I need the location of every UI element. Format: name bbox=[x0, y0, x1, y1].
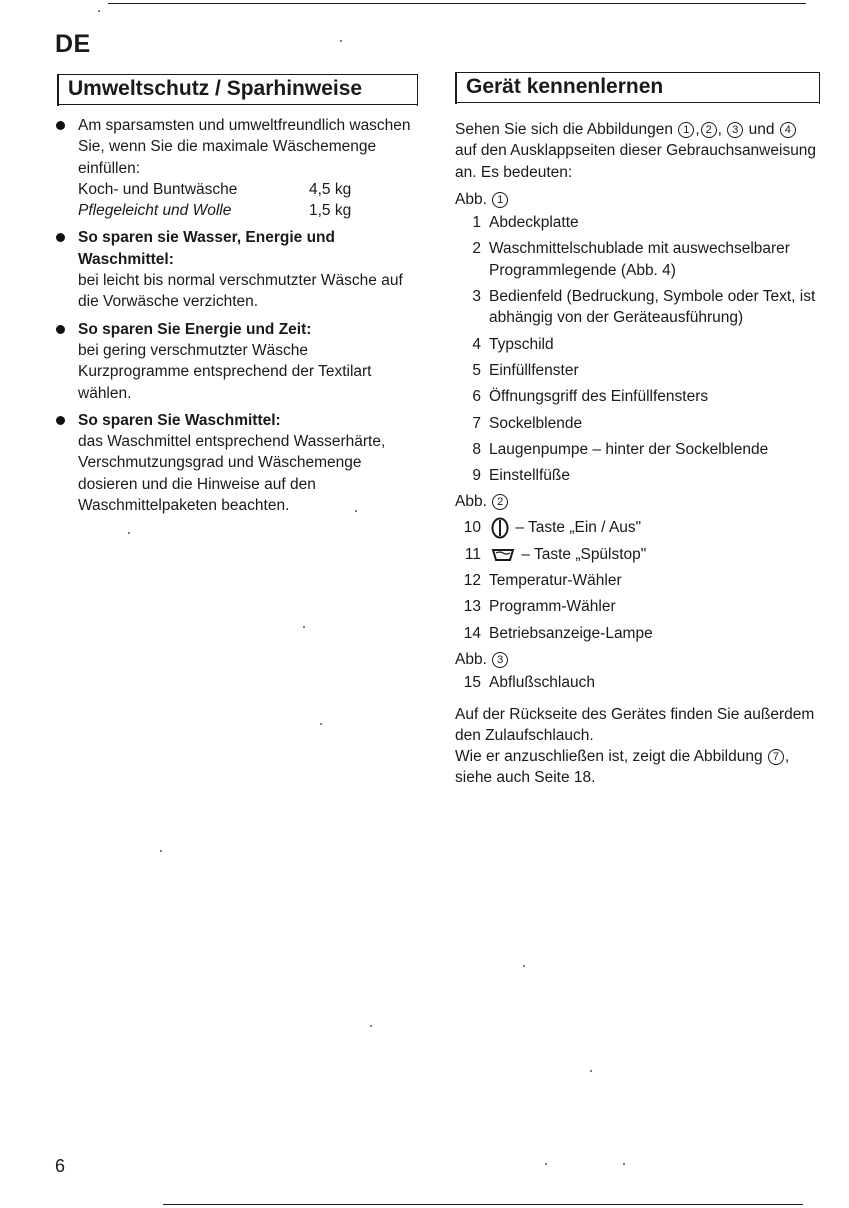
bullet-text: bei leicht bis normal verschmutzter Wäsche auf die Vorwäsche verzichten. bbox=[78, 272, 403, 311]
figure-2-list bbox=[455, 570, 820, 644]
circled-number: 7 bbox=[768, 749, 784, 765]
left-column bbox=[55, 115, 420, 522]
item-number: 6 bbox=[472, 388, 481, 406]
item-number: 2 bbox=[472, 240, 481, 258]
figure-1-list bbox=[455, 212, 820, 486]
quantity-label: Pflegeleicht und Wolle bbox=[78, 202, 232, 220]
page-number: 6 bbox=[55, 1156, 66, 1176]
bullet-item bbox=[55, 319, 420, 404]
list-item bbox=[455, 334, 820, 355]
list-item bbox=[455, 596, 820, 617]
list-item bbox=[455, 238, 820, 281]
scan-speck bbox=[340, 40, 342, 42]
list-item bbox=[455, 517, 820, 539]
intro-paragraph: Sehen Sie sich die Abbildungen 1 , 2 , 3 und 4 auf den Ausklappseiten dieser Gebrauchsanweisung an. Es bedeuten: bbox=[455, 121, 817, 181]
list-item bbox=[455, 465, 820, 486]
item-number: 12 bbox=[463, 572, 481, 590]
outro-paragraph bbox=[455, 704, 820, 789]
item-number: 13 bbox=[463, 598, 481, 616]
item-text: Sockelblende bbox=[489, 414, 583, 432]
item-text: Abflußschlauch bbox=[489, 674, 595, 692]
quantity-row bbox=[78, 200, 420, 221]
quantity-value: 1,5 kg bbox=[309, 202, 352, 220]
scan-speck bbox=[160, 850, 162, 852]
circled-number: 4 bbox=[780, 122, 796, 138]
scan-speck bbox=[623, 1163, 625, 1165]
item-text: Bedienfeld (Bedruckung, Symbole oder Text, ist abhängig von der Geräteausführung) bbox=[489, 288, 816, 327]
left-section-title bbox=[57, 74, 418, 104]
item-number: 9 bbox=[472, 467, 481, 485]
figure-label: Abb. bbox=[455, 650, 487, 668]
circled-number: 1 bbox=[678, 122, 694, 138]
list-item bbox=[455, 286, 820, 329]
language-label: DE bbox=[55, 30, 91, 58]
circled-number: 3 bbox=[727, 122, 743, 138]
item-text: Programm-Wähler bbox=[489, 598, 616, 616]
scan-speck bbox=[523, 965, 525, 967]
item-number: 3 bbox=[472, 288, 481, 306]
outro-text: Wie er anzuschließen ist, zeigt die Abbildung bbox=[455, 748, 763, 766]
intro-text: Sehen Sie sich die Abbildungen bbox=[455, 121, 674, 138]
figure-ref bbox=[455, 649, 820, 670]
scan-speck bbox=[545, 1163, 547, 1165]
intro-und: und bbox=[748, 121, 775, 138]
item-text: Waschmittelschublade mit auswechselbarer Programmlegende (Abb. 4) bbox=[489, 240, 790, 279]
item-number: 8 bbox=[472, 440, 481, 458]
bullet-text: bei gering verschmutzter Wäsche Kurzprogramme entsprechend der Textilart wählen. bbox=[78, 341, 372, 402]
figure-ref bbox=[455, 189, 820, 210]
item-text: – Taste „Ein / Aus" bbox=[515, 518, 642, 536]
bullet-item bbox=[55, 115, 420, 221]
item-text: Abdeckplatte bbox=[489, 214, 579, 232]
scan-speck bbox=[128, 532, 130, 534]
list-item bbox=[455, 386, 820, 407]
item-number: 15 bbox=[463, 674, 481, 692]
item-text: Laugenpumpe – hinter der Sockelblende bbox=[489, 440, 769, 458]
item-text: Temperatur-Wähler bbox=[489, 572, 622, 590]
bullet-text: das Waschmittel entsprechend Wasserhärte, Verschmutzungsgrad und Wäschemenge dosieren und die Hinweise auf den Waschmittelpaketen beachten. bbox=[78, 433, 386, 515]
item-text: Typschild bbox=[489, 335, 554, 353]
bullet-item bbox=[55, 410, 420, 516]
figure-label: Abb. bbox=[455, 493, 487, 511]
bullet-text: Am sparsamsten und umweltfreundlich waschen Sie, wenn Sie die maximale Wäschemenge einfüllen: bbox=[78, 117, 411, 177]
circled-number: 1 bbox=[492, 192, 508, 208]
scan-speck bbox=[320, 723, 322, 725]
power-icon bbox=[491, 517, 509, 539]
item-text: – Taste „Spülstop" bbox=[521, 545, 647, 563]
item-number: 11 bbox=[464, 545, 481, 563]
scan-speck bbox=[370, 1025, 372, 1027]
item-text: Einstellfüße bbox=[489, 467, 570, 485]
item-text: Einfüllfenster bbox=[489, 361, 579, 379]
circled-number: 3 bbox=[492, 652, 508, 668]
bullet-heading: So sparen Sie Energie und Zeit: bbox=[78, 320, 312, 338]
right-column bbox=[455, 119, 820, 789]
bullet-dot-icon bbox=[56, 325, 65, 334]
item-number: 4 bbox=[472, 335, 481, 353]
item-number: 1 bbox=[472, 214, 481, 232]
circled-number: 2 bbox=[701, 122, 717, 138]
figure-ref bbox=[455, 491, 820, 512]
bullet-heading: So sparen Sie Waschmittel: bbox=[78, 411, 281, 429]
outro-text: , siehe auch Seite 18. bbox=[455, 748, 790, 787]
scan-speck bbox=[98, 10, 100, 12]
item-text: Öffnungsgriff des Einfüllfensters bbox=[489, 388, 709, 406]
top-rule bbox=[108, 3, 806, 4]
list-item bbox=[455, 439, 820, 460]
item-number: 5 bbox=[472, 361, 481, 379]
bullet-dot-icon bbox=[56, 416, 65, 425]
rinse-hold-icon bbox=[491, 548, 515, 562]
bottom-rule bbox=[163, 1204, 803, 1205]
list-item bbox=[455, 212, 820, 233]
item-number: 7 bbox=[472, 414, 481, 432]
intro-text-cont: auf den Ausklappseiten dieser Gebrauchsanweisung an. Es bedeuten: bbox=[455, 142, 817, 181]
list-item bbox=[455, 360, 820, 381]
list-item bbox=[455, 623, 820, 644]
circled-number: 2 bbox=[492, 494, 508, 510]
item-number: 10 bbox=[463, 518, 481, 536]
quantity-row bbox=[78, 179, 420, 200]
right-section-title-text: Gerät kennenlernen bbox=[466, 75, 664, 98]
quantity-label: Koch- und Buntwäsche bbox=[78, 180, 238, 198]
list-item bbox=[455, 413, 820, 434]
right-section-title bbox=[455, 72, 820, 102]
list-item bbox=[455, 672, 820, 693]
item-text: Betriebsanzeige-Lampe bbox=[489, 624, 653, 642]
item-number: 14 bbox=[463, 624, 481, 642]
list-item bbox=[455, 544, 820, 565]
bullet-dot-icon bbox=[56, 121, 65, 130]
outro-text: Auf der Rückseite des Gerätes finden Sie außerdem den Zulaufschlauch. bbox=[455, 705, 815, 744]
bullet-heading: So sparen sie Wasser, Energie und Waschmittel: bbox=[78, 229, 335, 268]
scan-speck bbox=[303, 626, 305, 628]
left-section-title-text: Umweltschutz / Sparhinweise bbox=[68, 77, 363, 100]
bullet-dot-icon bbox=[56, 233, 65, 242]
figure-label: Abb. bbox=[455, 190, 487, 208]
scan-speck bbox=[355, 510, 357, 512]
quantity-value: 4,5 kg bbox=[309, 180, 352, 198]
scan-speck bbox=[590, 1070, 592, 1072]
bullet-item bbox=[55, 227, 420, 312]
list-item bbox=[455, 570, 820, 591]
